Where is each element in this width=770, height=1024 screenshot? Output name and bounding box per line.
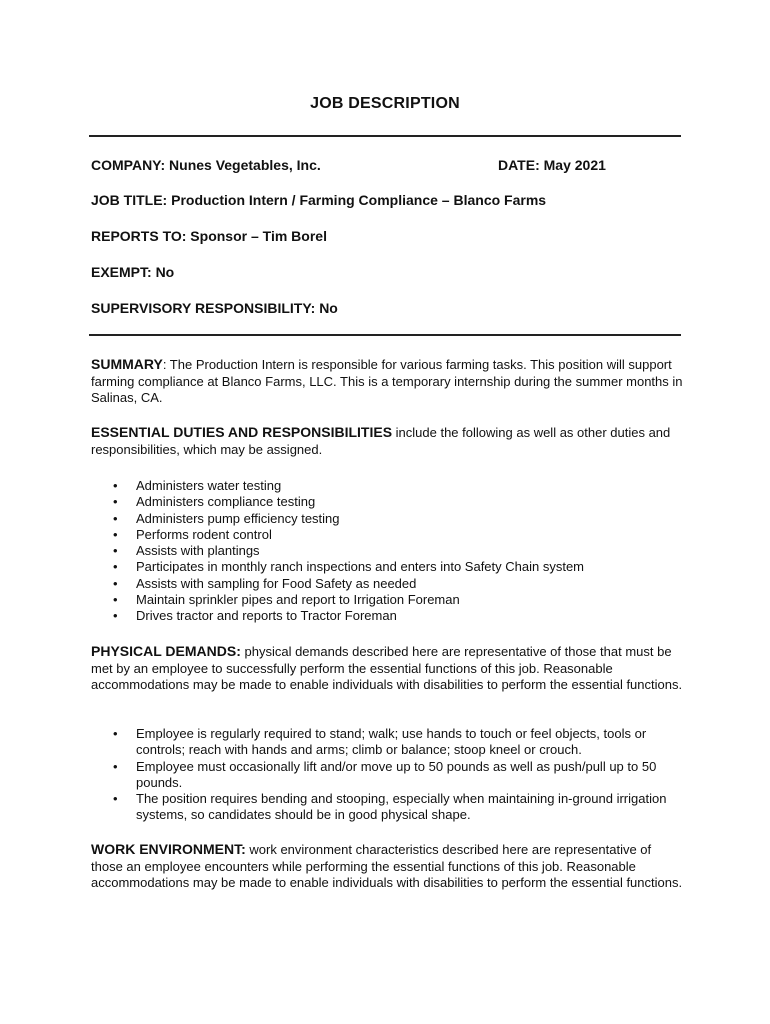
physical-text: physical demands described here are representative of those that must be met by an employee to successfully perform the essential functions of this job. Reasonable accommodations may be made to enable individuals with disabilities to perform the essential functions. <box>91 644 683 692</box>
list-item-text: Employee must occasionally lift and/or move up to 50 pounds as well as push/pull up to 50 pounds. <box>136 758 657 790</box>
list-item-text: Administers pump efficiency testing <box>136 510 340 526</box>
list-item-text: Drives tractor and reports to Tractor Foreman <box>136 608 397 624</box>
list-item-text: Assists with plantings <box>136 543 260 559</box>
divider-middle <box>89 334 681 336</box>
bullet-icon: • <box>113 758 118 774</box>
list-item <box>91 511 683 527</box>
bullet-icon: • <box>113 575 118 591</box>
list-item <box>91 478 683 494</box>
physical-section <box>91 643 683 694</box>
work-environment-section <box>91 841 683 892</box>
bullet-icon: • <box>113 494 118 510</box>
bullet-icon: • <box>113 559 118 575</box>
list-item <box>91 559 683 575</box>
list-item-text: The position requires bending and stooping, especially when maintaining in-ground irrigation systems, so candidates should be in good physical shape. <box>136 791 667 823</box>
list-item <box>91 527 683 543</box>
duties-text: include the following as well as other duties and responsibilities, which may be assigned. <box>91 425 671 457</box>
date-field: DATE: May 2021 <box>498 157 606 173</box>
bullet-icon: • <box>113 526 118 542</box>
work-environment-text: work environment characteristics described here are representative of those an employee encounters while performing the essential functions of this job. Reasonable accommodations may be made to enable individuals with disabilities to perform the essential functions. <box>91 842 683 890</box>
list-item-text: Participates in monthly ranch inspections and enters into Safety Chain system <box>136 559 585 575</box>
bullet-icon: • <box>113 608 118 624</box>
summary-heading: SUMMARY <box>91 356 163 372</box>
list-item <box>91 608 683 624</box>
bullet-icon: • <box>113 543 118 559</box>
list-item-text: Administers compliance testing <box>136 494 316 510</box>
list-item <box>91 543 683 559</box>
list-item-text: Maintain sprinkler pipes and report to Irrigation Foreman <box>136 592 460 608</box>
bullet-icon: • <box>113 510 118 526</box>
list-item <box>91 726 683 759</box>
bullet-icon: • <box>113 726 118 741</box>
company-field: COMPANY: Nunes Vegetables, Inc. <box>91 157 321 173</box>
physical-list <box>91 726 683 824</box>
list-item <box>91 791 683 824</box>
supervisory-field: SUPERVISORY RESPONSIBILITY: No <box>91 300 338 316</box>
list-item <box>91 494 683 510</box>
summary-text: : The Production Intern is responsible for various farming tasks. This position will support farming compliance at Blanco Farms, LLC. This is a temporary internship during the summer months in Salinas, CA. <box>91 357 683 405</box>
duties-heading: ESSENTIAL DUTIES AND RESPONSIBILITIES <box>91 424 393 440</box>
list-item <box>91 592 683 608</box>
list-item-text: Assists with sampling for Food Safety as needed <box>136 575 417 591</box>
bullet-icon: • <box>113 791 118 807</box>
list-item <box>91 576 683 592</box>
duties-section <box>91 424 683 458</box>
list-item-text: Administers water testing <box>136 478 282 493</box>
duties-list <box>91 478 683 625</box>
work-environment-heading: WORK ENVIRONMENT: <box>91 841 246 857</box>
physical-heading: PHYSICAL DEMANDS: <box>91 643 241 659</box>
document-title: JOB DESCRIPTION <box>310 95 460 112</box>
list-item-text: Performs rodent control <box>136 526 272 542</box>
divider-top <box>89 135 681 137</box>
exempt-field: EXEMPT: No <box>91 264 175 280</box>
bullet-icon: • <box>113 592 118 608</box>
summary-section <box>91 356 683 407</box>
reports-to-field: REPORTS TO: Sponsor – Tim Borel <box>91 228 327 244</box>
list-item <box>91 759 683 792</box>
list-item-text: Employee is regularly required to stand; walk; use hands to touch or feel objects, tools or controls; reach with hands and arms; climb or balance; stoop kneel or crouch. <box>136 726 647 758</box>
bullet-icon: • <box>113 478 118 493</box>
job-title-field: JOB TITLE: Production Intern / Farming Compliance – Blanco Farms <box>91 192 547 208</box>
